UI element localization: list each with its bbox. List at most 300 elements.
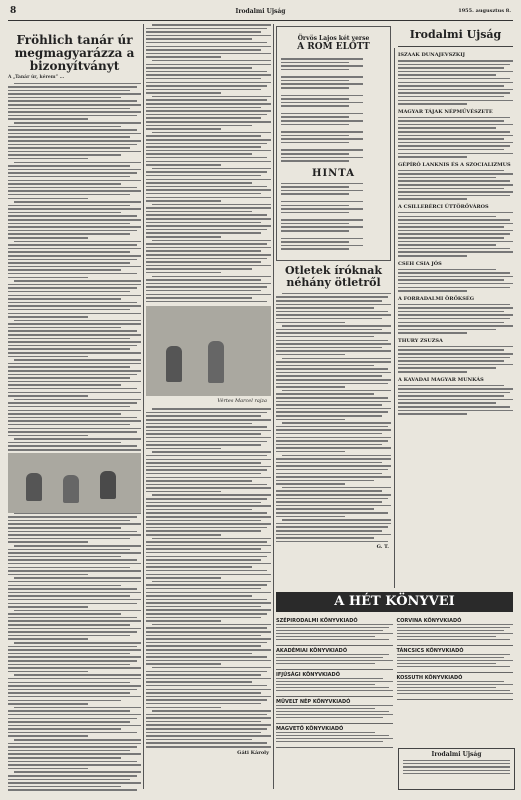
- text-line: [8, 549, 130, 551]
- text-line: [146, 714, 267, 716]
- text-line: [8, 147, 130, 149]
- text-line: [146, 64, 271, 66]
- text-line: [8, 381, 141, 383]
- text-line: [276, 663, 375, 664]
- publisher-name: MAGVETŐ KÖNYVKIADÓ: [276, 725, 344, 732]
- text-line: [146, 732, 261, 734]
- text-line: [276, 365, 374, 367]
- text-line: [8, 638, 88, 640]
- text-line: [8, 86, 137, 88]
- text-line: [146, 448, 221, 450]
- text-line: [146, 265, 271, 267]
- text-line: [276, 372, 391, 374]
- text-line: [281, 157, 363, 159]
- text-line: [8, 538, 130, 540]
- text-line: [14, 359, 141, 361]
- text-line: [8, 721, 130, 723]
- text-line: [398, 237, 504, 239]
- text-line: [8, 226, 141, 228]
- text-line: [398, 279, 504, 281]
- text-line: [8, 97, 121, 99]
- poem-text: [281, 58, 386, 162]
- column-2: [146, 24, 271, 756]
- stanza: [281, 238, 386, 250]
- text-line: [398, 360, 504, 362]
- text-line: [276, 530, 382, 532]
- text-line: [8, 363, 141, 365]
- text-line: [8, 424, 130, 426]
- illustration: [8, 453, 141, 513]
- text-line: [8, 402, 137, 404]
- publisher-name: SZÉPIRODALMI KÖNYVKIADÓ: [276, 618, 358, 624]
- text-line: [8, 133, 141, 135]
- text-line: [398, 131, 510, 133]
- text-line: [276, 738, 393, 739]
- text-line: [146, 559, 261, 561]
- publisher-name: TÁNCSICS KÖNYVKIADÓ: [396, 647, 464, 654]
- text-line: [8, 273, 137, 275]
- book-ad: [397, 616, 514, 646]
- text-line: [8, 377, 130, 379]
- text-line: [398, 413, 467, 415]
- text-line: [281, 223, 349, 225]
- text-line: [8, 696, 141, 698]
- text-line: [398, 233, 510, 235]
- text-line: [276, 639, 389, 640]
- text-line: [276, 476, 391, 478]
- text-line: [8, 237, 88, 239]
- text-line: [8, 338, 130, 340]
- column-4: [398, 48, 513, 417]
- text-line: [146, 49, 261, 51]
- text-line: [8, 269, 121, 271]
- text-line: [146, 649, 271, 651]
- news-item-title: MAGYAR TÁJAK NÉPMŰVÉSZETE: [398, 108, 493, 115]
- text-line: [146, 35, 271, 37]
- text-line: [276, 512, 388, 514]
- poem-author: Örvös Lajos két verse: [297, 35, 370, 42]
- publisher-name: MŰVELT NÉP KÖNYVKIADÓ: [276, 698, 351, 705]
- text-line: [398, 198, 467, 200]
- text-line: [146, 487, 271, 489]
- text-line: [281, 208, 363, 210]
- text-line: [146, 509, 252, 511]
- text-line: [281, 212, 349, 214]
- text-line: [14, 241, 141, 243]
- figure-teacher: [26, 473, 42, 501]
- text-line: [8, 516, 137, 518]
- text-line: [8, 620, 141, 622]
- article-lead: A „Tanár úr, kérem” ...: [8, 75, 65, 80]
- text-line: [8, 671, 88, 673]
- text-line: [146, 617, 261, 619]
- text-line: [8, 523, 141, 525]
- text-line: [276, 681, 393, 682]
- text-line: [8, 255, 141, 257]
- text-line: [146, 38, 252, 40]
- text-line: [281, 58, 363, 60]
- text-line: [146, 620, 221, 622]
- text-line: [281, 160, 349, 162]
- text-line: [398, 191, 513, 193]
- text-line: [398, 117, 510, 119]
- text-line: [276, 393, 374, 395]
- text-line: [276, 304, 391, 306]
- text-line: [14, 122, 141, 124]
- text-line: [276, 347, 382, 349]
- text-line: [8, 789, 137, 791]
- text-line: [146, 433, 261, 435]
- text-line: [8, 581, 141, 583]
- text-line: [8, 111, 141, 113]
- text-line: [8, 588, 137, 590]
- text-line: [282, 358, 391, 360]
- text-line: [146, 556, 267, 558]
- article-headline: Fröhlich tanár úr megmagyarázza a bizonyítványt: [14, 33, 135, 73]
- text-line: [8, 176, 130, 178]
- text-line: [8, 786, 121, 788]
- poem-title: A ROM ELŐTT: [297, 42, 370, 52]
- text-line: [146, 516, 271, 518]
- text-line: [8, 316, 88, 318]
- text-line: [146, 250, 261, 252]
- text-line: [146, 114, 267, 116]
- text-line: [8, 714, 141, 716]
- text-line: [146, 222, 261, 224]
- text-line: [146, 254, 271, 256]
- stanza: [281, 183, 386, 195]
- text-line: [146, 627, 267, 629]
- text-line: [146, 552, 271, 554]
- text-line: [397, 666, 510, 667]
- text-line: [8, 703, 88, 705]
- text-line: [152, 581, 271, 583]
- text-line: [146, 272, 221, 274]
- text-line: [8, 244, 137, 246]
- text-line: [398, 173, 513, 175]
- text-line: [146, 139, 271, 141]
- text-line: [8, 574, 88, 576]
- text-line: [146, 480, 252, 482]
- text-line: [14, 771, 141, 773]
- publisher-name: KOSSUTH KÖNYVKIADÓ: [396, 674, 463, 681]
- text-line: [8, 428, 141, 430]
- text-line: [8, 613, 121, 615]
- figure-teacher: [166, 346, 182, 382]
- text-line: [146, 707, 221, 709]
- text-line: [146, 297, 252, 299]
- text-line: [398, 314, 513, 316]
- text-line: [398, 318, 510, 320]
- text-line: [8, 534, 141, 536]
- text-line: [398, 388, 513, 390]
- ads-left-column: [276, 616, 393, 748]
- text-line: [276, 660, 393, 661]
- text-line: [398, 100, 513, 102]
- text-line: [398, 410, 513, 412]
- text-line: [146, 459, 271, 461]
- text-line: [146, 548, 261, 550]
- text-line: [8, 746, 137, 748]
- text-line: [152, 240, 271, 242]
- text-line: [276, 383, 388, 385]
- text-line: [146, 477, 271, 479]
- text-line: [398, 120, 504, 122]
- text-line: [8, 327, 121, 329]
- text-line: [8, 374, 137, 376]
- text-line: [397, 654, 510, 655]
- text-line: [146, 742, 267, 744]
- text-line: [8, 660, 137, 662]
- stanza: [281, 113, 386, 125]
- text-line: [397, 660, 514, 661]
- text-line: [398, 332, 467, 334]
- text-line: [276, 314, 391, 316]
- text-line: [146, 595, 252, 597]
- text-line: [146, 638, 271, 640]
- text-line: [398, 367, 496, 369]
- column-3: [276, 24, 391, 550]
- text-line: [8, 700, 121, 702]
- text-line: [146, 631, 271, 633]
- text-line: [276, 447, 391, 449]
- text-line: [146, 739, 252, 741]
- text-line: [146, 143, 267, 145]
- text-line: [8, 617, 137, 619]
- text-line: [8, 606, 88, 608]
- text-line: [8, 768, 88, 770]
- text-line: [8, 104, 141, 106]
- text-line: [146, 656, 267, 658]
- text-line: [8, 233, 130, 235]
- text-line: [398, 322, 504, 324]
- poem-box: [276, 26, 391, 261]
- text-line: [146, 512, 267, 514]
- text-line: [276, 735, 389, 736]
- text-line: [8, 541, 88, 543]
- text-line: [146, 606, 261, 608]
- text-line: [8, 348, 130, 350]
- text-line: [8, 718, 137, 720]
- text-line: [8, 595, 130, 597]
- text-line: [398, 195, 510, 197]
- text-line: [282, 519, 391, 521]
- text-line: [152, 538, 271, 540]
- text-line: [8, 649, 141, 651]
- text-line: [281, 149, 363, 151]
- stanza: [281, 201, 386, 213]
- article-author: G. T.: [376, 544, 389, 551]
- text-line: [146, 505, 271, 507]
- text-line: [146, 674, 261, 676]
- text-line: [276, 505, 391, 507]
- text-line: [146, 728, 267, 730]
- text-line: [146, 243, 267, 245]
- text-line: [146, 441, 267, 443]
- text-line: [146, 186, 267, 188]
- text-line: [146, 89, 261, 91]
- text-line: [146, 232, 261, 234]
- text-line: [8, 259, 137, 261]
- article-author: Gáti Károly: [237, 749, 269, 756]
- text-line: [276, 354, 345, 356]
- text-line: [276, 516, 345, 518]
- text-line: [146, 502, 261, 504]
- text-line: [8, 341, 141, 343]
- text-line: [8, 219, 141, 221]
- text-line: [146, 135, 261, 137]
- text-line: [152, 204, 271, 206]
- text-line: [398, 244, 496, 246]
- text-line: [8, 761, 137, 763]
- poem-text: [281, 183, 386, 250]
- text-line: [8, 635, 130, 637]
- text-line: [152, 168, 271, 170]
- text-line: [398, 67, 504, 69]
- text-line: [8, 140, 141, 142]
- text-line: [8, 108, 130, 110]
- text-line: [146, 182, 252, 184]
- text-line: [146, 699, 267, 701]
- text-line: [8, 531, 137, 533]
- text-line: [276, 711, 389, 712]
- text-line: [398, 103, 467, 105]
- text-line: [276, 375, 382, 377]
- text-line: [8, 277, 88, 279]
- text-line: [281, 95, 363, 97]
- text-line: [14, 577, 141, 579]
- text-line: [398, 269, 496, 271]
- text-line: [398, 142, 513, 144]
- news-item-title: A KAVADAI MAGYAR MUNKÁS: [398, 376, 484, 383]
- text-line: [281, 116, 349, 118]
- text-line: [276, 714, 393, 715]
- text-line: [8, 395, 88, 397]
- news-items: [398, 52, 513, 415]
- text-line: [146, 107, 261, 109]
- text-line: [398, 156, 467, 158]
- text-line: [8, 370, 141, 372]
- text-line: [8, 631, 137, 633]
- text-line: [146, 56, 221, 58]
- text-line: [397, 657, 504, 658]
- text-line: [398, 92, 510, 94]
- text-line: [146, 92, 221, 94]
- text-line: [282, 487, 391, 489]
- text-line: [8, 169, 141, 171]
- text-line: [152, 624, 271, 626]
- text-line: [8, 678, 141, 680]
- text-line: [146, 491, 221, 493]
- text-line: [276, 501, 382, 503]
- text-line: [8, 291, 130, 293]
- text-line: [281, 113, 363, 115]
- text-line: [281, 226, 363, 228]
- text-line: [398, 406, 510, 408]
- stanza: [281, 76, 386, 88]
- text-line: [276, 717, 383, 718]
- text-line: [146, 534, 221, 536]
- text-line: [146, 541, 267, 543]
- text-line: [8, 194, 130, 196]
- text-line: [276, 318, 382, 320]
- text-line: [397, 633, 514, 634]
- text-line: [146, 211, 252, 213]
- text-line: [8, 266, 141, 268]
- book-ad: [276, 646, 393, 670]
- text-line: [8, 685, 141, 687]
- text-line: [146, 466, 271, 468]
- text-line: [146, 588, 261, 590]
- text-line: [146, 444, 261, 446]
- text-line: [8, 180, 141, 182]
- issue-date: 1955. augusztus 8.: [458, 8, 511, 14]
- text-line: [8, 187, 137, 189]
- text-line: [276, 397, 388, 399]
- text-line: [146, 635, 261, 637]
- text-line: [398, 60, 513, 62]
- text-line: [398, 64, 510, 66]
- text-line: [146, 642, 267, 644]
- text-line: [152, 60, 271, 62]
- text-line: [398, 392, 510, 394]
- text-line: [8, 183, 121, 185]
- figure-student: [208, 341, 224, 383]
- text-line: [281, 135, 349, 137]
- book-ad: [276, 616, 393, 646]
- text-line: [281, 238, 363, 240]
- text-line: [8, 667, 141, 669]
- text-line: [146, 150, 271, 152]
- text-line: [276, 732, 375, 733]
- text-line: [398, 307, 513, 309]
- text-line: [8, 136, 130, 138]
- text-line: [398, 241, 513, 243]
- text-line: [398, 184, 513, 186]
- text-line: [146, 681, 252, 683]
- column-rule: [273, 24, 274, 789]
- text-line: [8, 205, 130, 207]
- text-line: [146, 146, 261, 148]
- text-line: [281, 190, 363, 192]
- text-line: [276, 541, 388, 543]
- text-line: [152, 276, 271, 278]
- text-line: [8, 115, 137, 117]
- text-line: [146, 566, 252, 568]
- text-line: [276, 708, 375, 709]
- text-line: [281, 80, 349, 82]
- section-title: Irodalmi Ujság: [398, 24, 513, 47]
- text-line: [146, 31, 261, 33]
- text-line: [281, 65, 363, 67]
- text-line: [281, 186, 349, 188]
- text-line: [146, 82, 271, 84]
- text-line: [8, 599, 141, 601]
- text-line: [398, 287, 510, 289]
- text-line: [146, 200, 221, 202]
- text-line: [276, 483, 345, 485]
- text-line: [8, 527, 121, 529]
- text-line: [8, 345, 137, 347]
- text-line: [398, 96, 504, 98]
- text-line: [281, 245, 363, 247]
- text-line: [8, 384, 121, 386]
- text-line: [146, 110, 271, 112]
- text-line: [14, 280, 141, 282]
- text-line: [8, 334, 141, 336]
- newspaper-page: [8, 6, 513, 794]
- text-line: [276, 630, 383, 631]
